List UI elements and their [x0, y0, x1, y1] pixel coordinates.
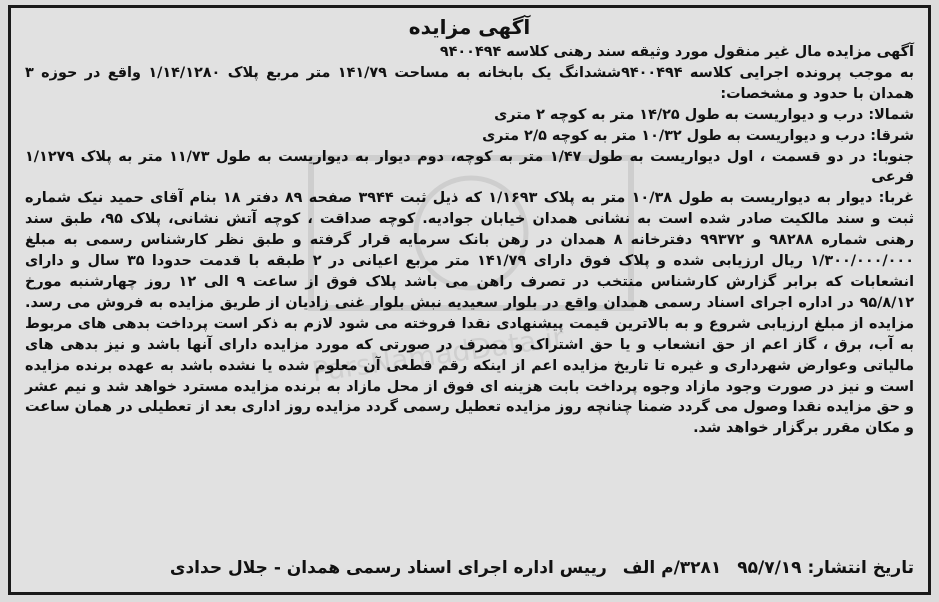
reference-number: ۳۲۸۱/م الف [622, 558, 722, 578]
publish-date: تاریخ انتشار: ۹۵/۷/۱۹ [737, 558, 914, 578]
watermark-text: ParsNamadData.ir [309, 320, 567, 389]
notice-property-intro: به موجب پرونده اجرایی کلاسه ۹۴۰۰۴۹۴ششدانگ یک بابخانه به مساحت ۱۴۱/۷۹ متر مربع پلاک ۱/۱۴/۱۲۸۰ واقع در حوزه ۳ همدان با حدود و مشخصات: [25, 64, 914, 102]
boundary-south: جنوبا: در دو قسمت ، اول دیواریست به طول ۱/۴۷ متر به کوچه، دوم دیوار به دیواریست به طول ۱۱/۷۳ متر به پلاک ۱/۱۲۷۹ فرعی [25, 148, 914, 186]
boundary-north: شمالا: درب و دیواریست به طول ۱۴/۲۵ متر به کوچه ۲ متری [494, 106, 914, 123]
notice-footer [25, 556, 914, 580]
boundary-west-and-terms: غربا: دیوار به دیواریست به طول ۱۰/۳۸ متر به پلاک ۱/۱۶۹۳ که ذیل ثبت ۳۹۴۴ صفحه ۸۹ دفتر ۱۸ بنام آقای حمید نیک شماره ثبت و سند مالکیت صادر شده است به نشانی همدان خیابان جوادیه. کوچه صداقت ، کوچه آتش نشانی، پلاک ۹۵، طبق سند رهنی شماره ۹۸۲۸۸ و ۹۹۳۷۲ دفترخانه ۸ همدان در رهن بانک سرمایه قرار گرفته و طبق نظر کارشناس رسمی به مبلغ ۱/۳۰۰/۰۰۰/۰۰۰ ریال ارزیابی شده و پلاک فوق دارای ۱۴۱/۷۹ متر مربع اعیانی در ۲ طبقه با قدمت حدودا ۳۵ سال و دارای انشعابات که برابر گزارش کارشناس منتخب در تصرف راهن می باشد پلاک فوق از ساعت ۹ الی ۱۲ روز چهارشنبه مورخ ۹۵/۸/۱۲ در اداره اجرای اسناد رسمی همدان واقع در بلوار سعیدیه نبش بلوار غنی زادیان از طریق مزایده به فروش می رسد. مزایده از مبلغ ارزیابی شروع و به بالاترین قیمت پیشنهادی نقدا فروخته می شود لازم به ذکر است پرداخت بدهی های مربوط به آب، برق ، گاز اعم از حق انشعاب و یا حق اشتراک و مصرف در صورتی که مورد مزایده دارای آنها باشد و نیز بدهی های مالیاتی وعوارض شهرداری و غیره تا تاریخ مزایده اعم از اینکه رقم قطعی آن معلوم شده یا نشده باشد به عهده برنده مزایده است و نیز در صورت وجود مازاد وجوه پرداخت بابت هزینه ای فوق از محل مازاد به برنده مزایده مسترد خواهد شد و نیم عشر و حق مزایده نقدا وصول می گردد ضمنا چنانچه روز مزایده تعطیل رسمی گردد مزایده روز اداری بعد از تعطیلی در همان ساعت و مکان مقرر برگزار خواهد شد. [25, 190, 915, 437]
boundary-east: شرقا: درب و دیواریست به طول ۱۰/۳۲ متر به کوچه ۲/۵ متری [482, 127, 914, 144]
notice-heading-line: آگهی مزایده مال غیر منقول مورد وثیقه سند رهنی کلاسه ۹۴۰۰۴۹۴ [439, 44, 914, 60]
signatory: رییس اداره اجرای اسناد رسمی همدان - جلال حدادی [169, 558, 607, 578]
notice-frame [8, 5, 931, 595]
notice-body [25, 42, 914, 439]
notice-title: آگهی مزایده [408, 15, 531, 39]
